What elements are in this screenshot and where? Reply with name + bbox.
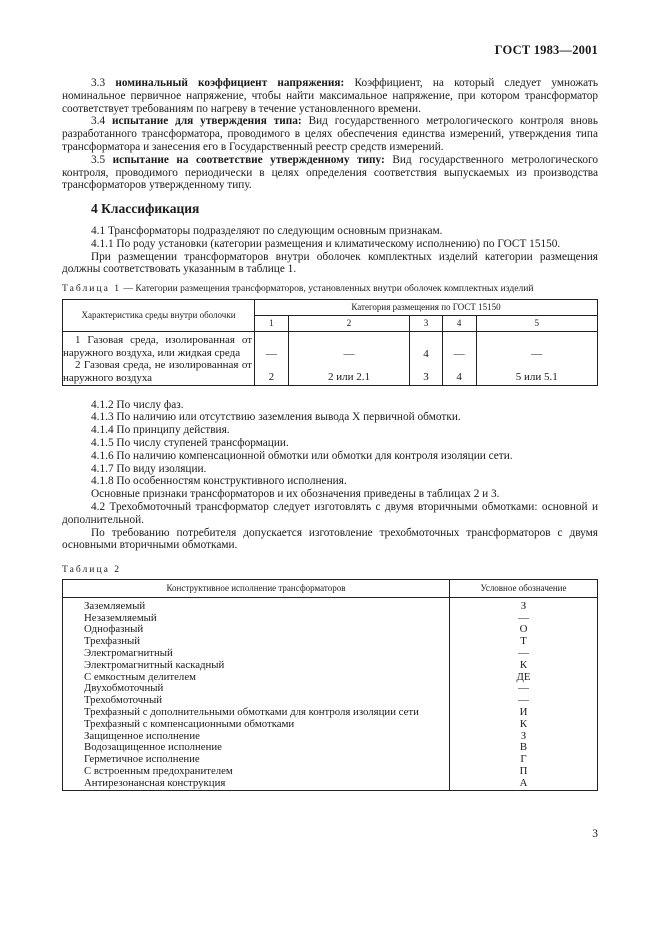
definition: Вид государственного метрологического контроля вновь разработанного трансформатора, проводимого в целях обеспечения единства измерений, утверждения типа трансформатора и занесения его в Государственный реестр средств измерений. <box>62 115 598 153</box>
row-labels <box>63 332 255 385</box>
designation-cell: — <box>518 682 529 695</box>
designation-cell: З <box>520 599 527 612</box>
list-item: 4.1.6 По наличию компенсационной обмотки или обмотки для контроля изоляции сети. <box>91 449 513 462</box>
designation-cell: З <box>520 729 527 742</box>
table-row <box>63 719 598 731</box>
designation-cell: К <box>519 717 528 730</box>
cell: — <box>265 347 277 360</box>
designation-cell: П <box>519 765 528 778</box>
clause-number: 3.4 <box>91 115 106 128</box>
cell: — <box>343 347 355 360</box>
paragraph-4-2b: По требованию потребителя допускается изготовление трехобмоточных трансформаторов с двумя основными вторичными обмотками. <box>62 526 598 552</box>
construction-cell: Однофазный <box>63 624 450 636</box>
table-row <box>63 660 598 672</box>
construction-cell: Герметичное исполнение <box>63 754 450 766</box>
cell: 5 или 5.1 <box>515 371 558 384</box>
col-header-cat: Категория размещения по ГОСТ 15150 <box>255 300 598 316</box>
page-number: 3 <box>592 828 598 840</box>
table1-caption: Таблица 1 — Категории размещения трансформаторов, установленных внутри оболочек комплектных изделий <box>62 283 534 295</box>
list-item: Основные признаки трансформаторов и их обозначения приведены в таблицах 2 и 3. <box>91 488 500 501</box>
list-item: 4.1.3 По наличию или отсутствию заземления вывода Х первичной обмотки. <box>91 411 461 424</box>
cat-number: 2 <box>288 316 409 332</box>
construction-cell: Трехфазный с дополнительными обмотками для контроля изоляции сети <box>63 707 450 719</box>
definition: Вид государственного метрологического контроля, проводимого периодически в целях определения соответствия выпускаемых из производства трансформаторов утвержденному типу. <box>62 153 598 192</box>
page-body <box>62 0 598 791</box>
term: номинальный коэффициент напряжения: <box>115 77 345 89</box>
cat-number: 1 <box>255 316 289 332</box>
cell: — <box>531 347 543 360</box>
cell: 4 <box>456 371 462 384</box>
row1-label: 1 Газовая среда, изолированная от наружного воздуха, или жидкая среда <box>63 334 252 359</box>
designation-cell: В <box>519 741 528 754</box>
row2-label: 2 Газовая среда, не изолированная от наружного воздуха <box>63 359 252 384</box>
list-item: 4.1.2 По числу фаз. <box>91 398 184 411</box>
definition: Коэффициент, на который следует умножать номинальное первичное напряжение, чтобы найти максимальное напряжение, при котором трансформатор соответствует требованиям по нагреву в течение установленного времени. <box>62 77 598 115</box>
classification-list <box>62 399 598 501</box>
designation-cell: Т <box>520 635 527 648</box>
cat-number: 3 <box>410 316 442 332</box>
clause-number: 3.3 <box>91 77 106 89</box>
list-item: 4.1.8 По особенностям конструктивного исполнения. <box>91 475 347 488</box>
clause-number: 3.5 <box>91 153 106 166</box>
designation-cell: А <box>519 776 528 789</box>
paragraph-3-3 <box>62 77 598 115</box>
construction-cell: Электромагнитный <box>63 648 450 660</box>
construction-cell: С встроенным предохранителем <box>63 766 450 778</box>
list-item: 4.1.4 По принципу действия. <box>91 424 230 437</box>
construction-cell: Трехфазный с компенсационными обмотками <box>63 719 450 731</box>
construction-cell: Антирезонансная конструкция <box>63 778 450 790</box>
paragraph-3-5 <box>62 154 598 192</box>
paragraph-3-4 <box>62 115 598 153</box>
table-row <box>63 778 598 790</box>
construction-cell: Водозащищенное исполнение <box>63 742 450 754</box>
cat-number: 4 <box>442 316 476 332</box>
cell: — <box>453 347 465 360</box>
designation-cell: Г <box>520 753 527 766</box>
construction-cell: С емкостным делителем <box>63 672 450 684</box>
cell: 2 или 2.1 <box>328 371 371 384</box>
table2-caption: Таблица 2 <box>62 564 122 576</box>
table-row <box>63 624 598 636</box>
cat-number: 5 <box>476 316 597 332</box>
list-item: 4.1.7 По виду изоляции. <box>91 462 207 475</box>
designation-cell: ДЕ <box>516 670 531 683</box>
construction-cell: Электромагнитный каскадный <box>63 660 450 672</box>
paragraph-4-2: 4.2 Трехобмоточный трансформатор следует изготовлять с двумя вторичными обмотками: основной и дополнительной. <box>62 500 598 526</box>
designation-cell: — <box>518 611 529 624</box>
standard-header: ГОСТ 1983—2001 <box>494 43 598 57</box>
construction-cell: Защищенное исполнение <box>63 731 450 743</box>
designation-cell: — <box>518 694 529 707</box>
paragraph-4-1-1b: При размещении трансформаторов внутри оболочек комплектных изделий категории размещения должны соответствовать указанным в таблице 1. <box>62 250 598 276</box>
cell: 3 <box>423 371 429 384</box>
table-row <box>63 597 598 612</box>
paragraph-4-1: 4.1 Трансформаторы подразделяют по следующим основным признакам. <box>91 224 443 237</box>
designation-cell: К <box>519 658 528 671</box>
col2-header: Условное обозначение <box>450 580 598 598</box>
section-heading: 4 Классификация <box>91 201 200 217</box>
cell: 2 <box>268 371 275 384</box>
paragraph-4-1-1: 4.1.1 По роду установки (категории размещения и климатическому исполнению) по ГОСТ 15150. <box>91 237 561 250</box>
construction-cell: Двухобмоточный <box>63 683 450 695</box>
col1-header: Конструктивное исполнение трансформаторов <box>63 580 450 598</box>
designation-cell: — <box>518 647 529 660</box>
col-header-env: Характеристика среды внутри оболочки <box>63 300 255 332</box>
term: испытание для утверждения типа: <box>112 115 302 128</box>
table-1 <box>62 299 598 385</box>
term: испытание на соответствие утвержденному типу: <box>112 153 385 166</box>
construction-cell: Трехобмоточный <box>63 695 450 707</box>
designation-cell: О <box>519 623 528 636</box>
table-2 <box>62 579 598 791</box>
construction-cell: Заземляемый <box>63 597 450 612</box>
cell: 4 <box>423 347 429 360</box>
designation-cell: И <box>519 706 528 719</box>
table-row <box>63 332 598 385</box>
list-item: 4.1.5 По числу ступеней трансформации. <box>91 436 289 449</box>
construction-cell: Трехфазный <box>63 636 450 648</box>
construction-cell: Незаземляемый <box>63 613 450 625</box>
